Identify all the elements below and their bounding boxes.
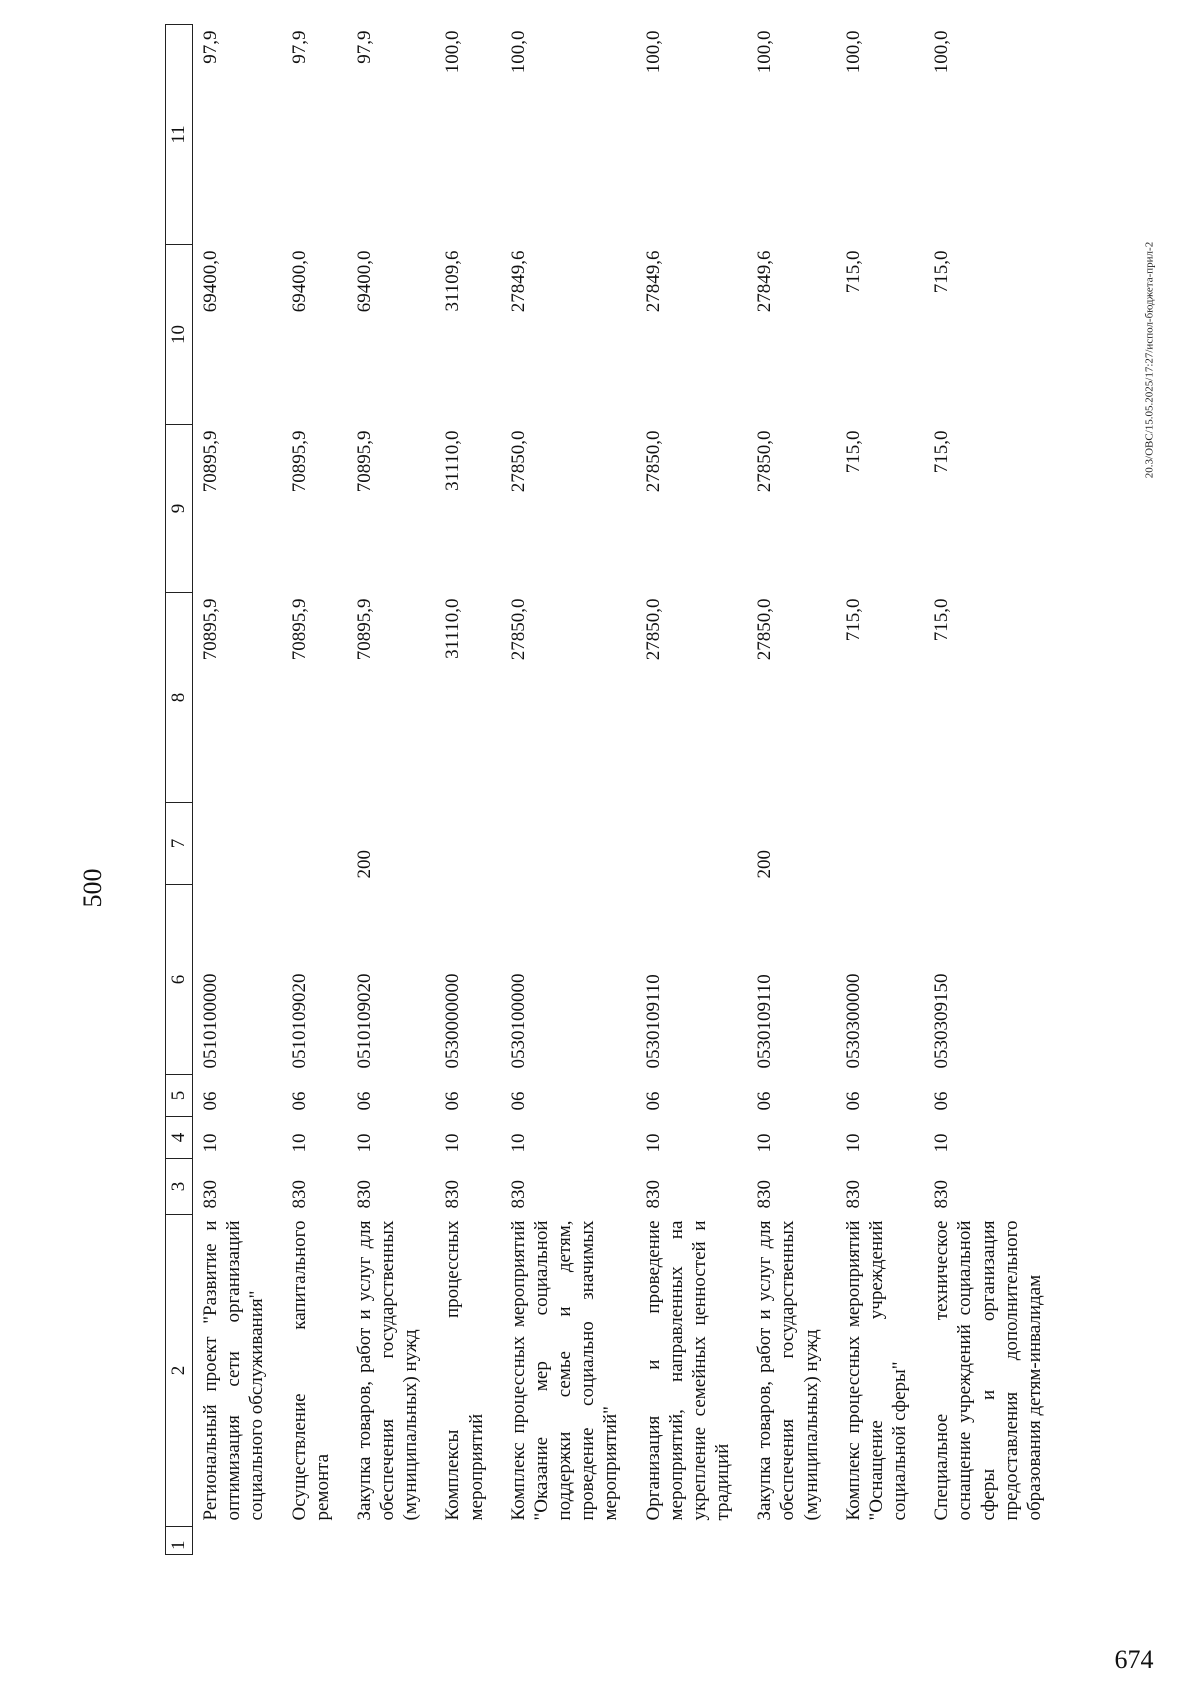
cell-vr: 200: [754, 850, 776, 879]
cell-pr: 06: [200, 1091, 221, 1111]
cell-col-10: 27849,6: [754, 250, 776, 313]
cell-col-10: 69400,0: [353, 250, 375, 313]
cell-col-11: 97,9: [200, 30, 221, 64]
cell-rz: 10: [931, 1133, 953, 1153]
cell-vr: [839, 803, 928, 885]
cell-col-1: [750, 1527, 839, 1555]
table-row: [639, 25, 751, 1555]
page-number: 500: [78, 868, 107, 908]
cell-name: Осуществление капитального ремонта: [288, 1220, 333, 1521]
cell-col-1: [839, 1527, 928, 1555]
cell-name: Специальное техническое оснащение учреждений социальной сферы и организация предоставления дополнительного образования детям-инвалидам: [931, 1220, 1045, 1521]
cell-col-10: 715,0: [842, 250, 864, 294]
cell-ved: 830: [754, 1180, 776, 1209]
cell-name: Закупка товаров, работ и услуг для обеспечения государственных (муниципальных) нужд: [754, 1220, 822, 1521]
cell-ved: 830: [842, 1180, 864, 1209]
table-row: [285, 25, 350, 1555]
cell-col-1: [504, 1527, 639, 1555]
cell-name: Комплекс процессных мероприятий "Оснащение учреждений социальной сферы": [842, 1220, 911, 1521]
cell-pr: 06: [442, 1091, 464, 1111]
cell-pr: 06: [842, 1091, 864, 1111]
cell-pr: 06: [288, 1091, 310, 1111]
cell-ved: 830: [288, 1180, 310, 1209]
cell-name: Комплекс процессных мероприятий "Оказание мер социальной поддержки семье и детям, проведение социально значимых мероприятий": [507, 1220, 622, 1521]
cell-csr: 0510109020: [353, 973, 375, 1069]
cell-col-10: 27849,6: [642, 250, 664, 313]
cell-csr: 0530300000: [842, 973, 864, 1069]
cell-col-11: 100,0: [754, 30, 776, 74]
cell-col-8: 27850,0: [642, 598, 664, 661]
cell-col-1: [639, 1527, 751, 1555]
cell-ved: 830: [931, 1180, 953, 1209]
cell-csr: 0510109020: [288, 973, 310, 1069]
cell-col-1: [438, 1527, 503, 1555]
sheet-number: 674: [1114, 1645, 1154, 1674]
header-col-11: 11: [166, 25, 193, 245]
cell-col-9: 70895,9: [200, 430, 221, 493]
file-stamp: 20.3/ОВС/15.05.2025/17:27/испол-бюджета-прил-2: [1143, 241, 1156, 479]
header-col-1: 1: [166, 1527, 193, 1555]
cell-col-9: 715,0: [842, 430, 864, 474]
cell-csr: 0530109110: [642, 974, 664, 1069]
cell-col-8: 27850,0: [754, 598, 776, 661]
table-row: [193, 25, 285, 1555]
cell-ved: 830: [642, 1180, 664, 1209]
table-body: [193, 25, 1063, 1555]
table-row: [350, 25, 439, 1555]
cell-col-11: 97,9: [353, 30, 375, 64]
cell-csr: 0530309150: [931, 973, 953, 1069]
cell-col-1: [193, 1527, 285, 1555]
header-col-5: 5: [166, 1075, 193, 1117]
header-col-4: 4: [166, 1117, 193, 1159]
cell-col-8: 715,0: [931, 598, 953, 642]
header-col-2: 2: [166, 1215, 193, 1527]
cell-col-1: [927, 1527, 1062, 1555]
header-col-3: 3: [166, 1159, 193, 1215]
cell-col-8: 70895,9: [200, 598, 221, 661]
cell-vr: [639, 803, 751, 885]
table-row: [750, 25, 839, 1555]
table-header-row: [166, 25, 193, 1555]
table-row: [504, 25, 639, 1555]
cell-col-9: 70895,9: [353, 430, 375, 493]
cell-col-1: [350, 1527, 439, 1555]
cell-col-8: 715,0: [842, 598, 864, 642]
cell-pr: 06: [931, 1091, 953, 1111]
table-row: [438, 25, 503, 1555]
cell-rz: 10: [288, 1133, 310, 1153]
header-col-6: 6: [166, 885, 193, 1075]
cell-col-10: 31109,6: [442, 250, 464, 312]
cell-col-9: 27850,0: [754, 430, 776, 493]
header-col-9: 9: [166, 425, 193, 593]
cell-name: Организация и проведение мероприятий, направленных на укрепление семейных ценностей и традиций: [642, 1220, 734, 1521]
cell-col-8: 31110,0: [442, 598, 464, 659]
cell-pr: 06: [642, 1091, 664, 1111]
cell-vr: [285, 803, 350, 885]
cell-ved: 830: [200, 1180, 221, 1209]
cell-col-10: 69400,0: [288, 250, 310, 313]
cell-rz: 10: [200, 1133, 221, 1153]
header-col-10: 10: [166, 245, 193, 425]
cell-rz: 10: [754, 1133, 776, 1153]
cell-csr: 0530100000: [507, 973, 529, 1069]
cell-rz: 10: [842, 1133, 864, 1153]
cell-csr: 0530109110: [754, 974, 776, 1069]
header-col-7: 7: [166, 803, 193, 885]
cell-col-9: 70895,9: [288, 430, 310, 493]
cell-vr: 200: [353, 850, 375, 879]
cell-vr: [504, 803, 639, 885]
cell-rz: 10: [507, 1133, 529, 1153]
cell-name: Закупка товаров, работ и услуг для обеспечения государственных (муниципальных) нужд: [353, 1220, 422, 1521]
cell-rz: 10: [642, 1133, 664, 1153]
budget-table: [165, 24, 1062, 1555]
cell-col-10: 69400,0: [200, 250, 221, 313]
cell-col-10: 27849,6: [507, 250, 529, 313]
cell-csr: 0530000000: [442, 973, 464, 1069]
budget-table-wrapper: [165, 25, 1065, 1555]
cell-col-8: 70895,9: [353, 598, 375, 661]
cell-col-8: 27850,0: [507, 598, 529, 661]
cell-vr: [927, 803, 1062, 885]
cell-ved: 830: [353, 1180, 375, 1209]
header-col-8: 8: [166, 593, 193, 803]
cell-pr: 06: [754, 1091, 776, 1111]
cell-col-11: 100,0: [507, 30, 529, 74]
table-row: [927, 25, 1062, 1555]
cell-col-9: 715,0: [931, 430, 953, 474]
cell-csr: 0510100000: [200, 973, 221, 1069]
cell-col-9: 31110,0: [442, 430, 464, 491]
cell-vr: [193, 803, 285, 885]
cell-pr: 06: [353, 1091, 375, 1111]
cell-name: Комплексы процессных мероприятий: [442, 1220, 487, 1521]
cell-ved: 830: [442, 1180, 464, 1209]
cell-col-11: 97,9: [288, 30, 310, 64]
cell-col-8: 70895,9: [288, 598, 310, 661]
table-row: [839, 25, 928, 1555]
cell-col-1: [285, 1527, 350, 1555]
cell-col-10: 715,0: [931, 250, 953, 294]
cell-col-11: 100,0: [842, 30, 864, 74]
cell-vr: [438, 803, 503, 885]
cell-col-9: 27850,0: [642, 430, 664, 493]
cell-col-9: 27850,0: [507, 430, 529, 493]
cell-rz: 10: [442, 1133, 464, 1153]
cell-col-11: 100,0: [442, 30, 464, 74]
cell-ved: 830: [507, 1180, 529, 1209]
cell-col-11: 100,0: [642, 30, 664, 74]
cell-rz: 10: [353, 1133, 375, 1153]
cell-name: Региональный проект "Развитие и оптимизация сети организаций социального обслуживания": [200, 1220, 268, 1521]
cell-pr: 06: [507, 1091, 529, 1111]
cell-col-11: 100,0: [931, 30, 953, 74]
